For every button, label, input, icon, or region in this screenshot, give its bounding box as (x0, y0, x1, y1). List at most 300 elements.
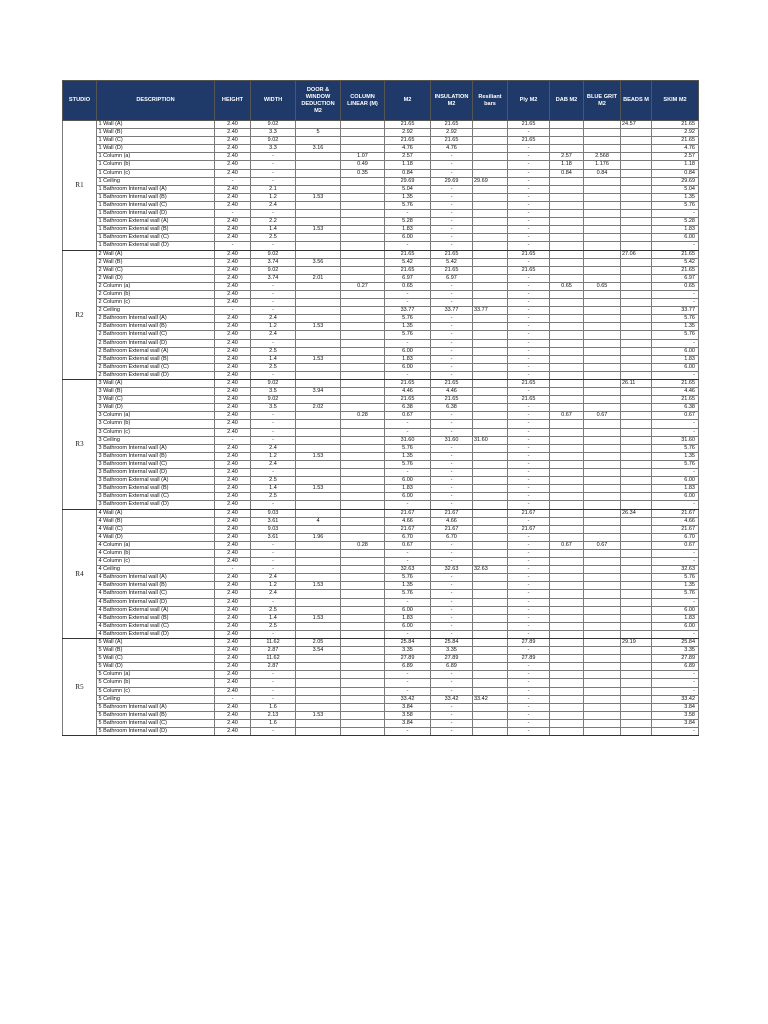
skim-cell: 25.84 (652, 639, 699, 647)
table-row (63, 323, 699, 331)
door-window-deduction-cell (296, 250, 341, 258)
width-cell: - (251, 728, 296, 736)
m2-cell: 5.76 (385, 590, 431, 598)
description-cell: 1 Bathroom External wall (D) (97, 242, 215, 250)
width-cell: - (251, 566, 296, 574)
insulation-cell: - (431, 574, 473, 582)
column-linear-cell (341, 695, 385, 703)
dab-cell (550, 533, 584, 541)
dab-cell (550, 420, 584, 428)
beads-cell (621, 655, 652, 663)
door-window-deduction-cell: 1.53 (296, 452, 341, 460)
description-cell: 3 Column (a) (97, 412, 215, 420)
blue-grit-cell (584, 711, 621, 719)
studio-cell: R5 (63, 639, 97, 736)
ply-cell: - (508, 428, 550, 436)
blue-grit-cell (584, 501, 621, 509)
blue-grit-cell (584, 177, 621, 185)
skim-cell: - (652, 428, 699, 436)
height-cell: 2.40 (215, 290, 251, 298)
description-cell: 4 Column (a) (97, 541, 215, 549)
width-cell: - (251, 630, 296, 638)
description-cell: 5 Bathroom Internal wall (B) (97, 711, 215, 719)
column-linear-cell (341, 606, 385, 614)
skim-cell: 1.35 (652, 452, 699, 460)
m2-cell: 0.67 (385, 412, 431, 420)
insulation-cell: - (431, 590, 473, 598)
skim-cell: - (652, 371, 699, 379)
door-window-deduction-cell (296, 719, 341, 727)
dab-cell (550, 210, 584, 218)
m2-cell: 5.76 (385, 460, 431, 468)
beads-cell (621, 234, 652, 242)
dab-cell (550, 477, 584, 485)
blue-grit-cell (584, 226, 621, 234)
description-cell: 2 Column (a) (97, 282, 215, 290)
skim-cell: - (652, 290, 699, 298)
skim-cell: 5.04 (652, 185, 699, 193)
resilient-bars-cell (473, 137, 508, 145)
width-cell: 1.6 (251, 719, 296, 727)
description-cell: 2 Column (c) (97, 299, 215, 307)
column-linear-cell (341, 549, 385, 557)
column-linear-cell (341, 719, 385, 727)
height-cell: 2.40 (215, 655, 251, 663)
skim-cell: 1.35 (652, 193, 699, 201)
door-window-deduction-cell: 1.53 (296, 193, 341, 201)
height-cell: 2.40 (215, 282, 251, 290)
width-cell: 1.4 (251, 485, 296, 493)
studio-cell: R4 (63, 509, 97, 639)
header-dab: DAB M2 (550, 81, 584, 121)
ply-cell: - (508, 493, 550, 501)
insulation-cell: - (431, 347, 473, 355)
height-cell: 2.40 (215, 258, 251, 266)
ply-cell: - (508, 679, 550, 687)
m2-cell: 33.77 (385, 307, 431, 315)
m2-cell: 3.58 (385, 711, 431, 719)
door-window-deduction-cell (296, 630, 341, 638)
ply-cell: - (508, 614, 550, 622)
blue-grit-cell (584, 517, 621, 525)
blue-grit-cell (584, 380, 621, 388)
width-cell: 2.87 (251, 647, 296, 655)
m2-cell: 6.70 (385, 533, 431, 541)
insulation-cell: 6.38 (431, 404, 473, 412)
insulation-cell: - (431, 339, 473, 347)
ply-cell: - (508, 339, 550, 347)
insulation-cell: 21.65 (431, 250, 473, 258)
beads-cell (621, 371, 652, 379)
m2-cell: 6.00 (385, 493, 431, 501)
description-cell: 3 Bathroom Internal wall (D) (97, 469, 215, 477)
height-cell: 2.40 (215, 218, 251, 226)
insulation-cell: - (431, 218, 473, 226)
door-window-deduction-cell (296, 242, 341, 250)
width-cell: 1.6 (251, 703, 296, 711)
m2-cell: 5.04 (385, 185, 431, 193)
ply-cell: - (508, 574, 550, 582)
insulation-cell: - (431, 428, 473, 436)
table-row (63, 647, 699, 655)
ply-cell: 27.89 (508, 639, 550, 647)
dab-cell (550, 622, 584, 630)
beads-cell (621, 396, 652, 404)
resilient-bars-cell (473, 711, 508, 719)
table-row (63, 274, 699, 282)
door-window-deduction-cell (296, 412, 341, 420)
skim-cell: 5.76 (652, 331, 699, 339)
skim-cell: - (652, 210, 699, 218)
door-window-deduction-cell: 1.53 (296, 614, 341, 622)
column-linear-cell (341, 436, 385, 444)
ply-cell: - (508, 533, 550, 541)
table-row (63, 371, 699, 379)
door-window-deduction-cell (296, 477, 341, 485)
skim-cell: - (652, 679, 699, 687)
beads-cell (621, 323, 652, 331)
description-cell: 3 Ceiling (97, 436, 215, 444)
column-linear-cell (341, 533, 385, 541)
ply-cell: - (508, 647, 550, 655)
width-cell: 3.3 (251, 145, 296, 153)
description-cell: 1 Wall (B) (97, 129, 215, 137)
beads-cell (621, 177, 652, 185)
ply-cell: 21.65 (508, 137, 550, 145)
beads-cell (621, 169, 652, 177)
ply-cell: - (508, 469, 550, 477)
beads-cell (621, 242, 652, 250)
resilient-bars-cell (473, 347, 508, 355)
skim-cell: 5.76 (652, 444, 699, 452)
beads-cell (621, 525, 652, 533)
door-window-deduction-cell: 1.53 (296, 226, 341, 234)
column-linear-cell (341, 388, 385, 396)
ply-cell: - (508, 371, 550, 379)
ply-cell: - (508, 695, 550, 703)
resilient-bars-cell (473, 663, 508, 671)
height-cell: - (215, 307, 251, 315)
insulation-cell: - (431, 226, 473, 234)
beads-cell (621, 388, 652, 396)
resilient-bars-cell (473, 234, 508, 242)
insulation-cell: - (431, 234, 473, 242)
beads-cell (621, 647, 652, 655)
height-cell: 2.40 (215, 145, 251, 153)
door-window-deduction-cell: 2.05 (296, 639, 341, 647)
beads-cell (621, 226, 652, 234)
table-row (63, 574, 699, 582)
width-cell: 3.3 (251, 129, 296, 137)
description-cell: 5 Column (a) (97, 671, 215, 679)
height-cell: 2.40 (215, 533, 251, 541)
column-linear-cell (341, 363, 385, 371)
width-cell: 1.2 (251, 452, 296, 460)
blue-grit-cell (584, 606, 621, 614)
insulation-cell: 31.60 (431, 436, 473, 444)
table-row (63, 436, 699, 444)
ply-cell: - (508, 145, 550, 153)
column-linear-cell (341, 477, 385, 485)
height-cell: 2.40 (215, 444, 251, 452)
resilient-bars-cell (473, 266, 508, 274)
dab-cell (550, 679, 584, 687)
width-cell: - (251, 428, 296, 436)
width-cell: 2.13 (251, 711, 296, 719)
dab-cell (550, 137, 584, 145)
table-row (63, 533, 699, 541)
dab-cell (550, 121, 584, 129)
resilient-bars-cell (473, 412, 508, 420)
width-cell: 3.5 (251, 388, 296, 396)
table-row (63, 485, 699, 493)
description-cell: 2 Bathroom Internal wall (D) (97, 339, 215, 347)
beads-cell (621, 201, 652, 209)
resilient-bars-cell: 29.69 (473, 177, 508, 185)
door-window-deduction-cell (296, 663, 341, 671)
insulation-cell: - (431, 719, 473, 727)
height-cell: 2.40 (215, 355, 251, 363)
blue-grit-cell (584, 307, 621, 315)
description-cell: 3 Bathroom External wall (D) (97, 501, 215, 509)
insulation-cell: - (431, 355, 473, 363)
dab-cell (550, 606, 584, 614)
resilient-bars-cell (473, 396, 508, 404)
blue-grit-cell (584, 436, 621, 444)
ply-cell: - (508, 420, 550, 428)
width-cell: 1.2 (251, 193, 296, 201)
column-linear-cell (341, 258, 385, 266)
resilient-bars-cell (473, 590, 508, 598)
m2-cell: - (385, 501, 431, 509)
insulation-cell: 4.46 (431, 388, 473, 396)
ply-cell: 21.67 (508, 509, 550, 517)
skim-cell: 6.00 (652, 622, 699, 630)
dab-cell (550, 501, 584, 509)
resilient-bars-cell (473, 622, 508, 630)
description-cell: 3 Wall (B) (97, 388, 215, 396)
ply-cell: - (508, 355, 550, 363)
resilient-bars-cell: 33.77 (473, 307, 508, 315)
skim-cell: 4.46 (652, 388, 699, 396)
header-blue-grit: BLUE GRIT M2 (584, 81, 621, 121)
m2-cell: 3.35 (385, 647, 431, 655)
m2-cell: - (385, 371, 431, 379)
table-row (63, 671, 699, 679)
column-linear-cell (341, 299, 385, 307)
m2-cell: 21.65 (385, 380, 431, 388)
column-linear-cell (341, 614, 385, 622)
m2-cell: - (385, 299, 431, 307)
column-linear-cell (341, 290, 385, 298)
header-ply: Ply M2 (508, 81, 550, 121)
beads-cell (621, 290, 652, 298)
blue-grit-cell: 0.67 (584, 412, 621, 420)
blue-grit-cell (584, 558, 621, 566)
resilient-bars-cell (473, 323, 508, 331)
insulation-cell: - (431, 153, 473, 161)
dab-cell (550, 250, 584, 258)
dab-cell (550, 728, 584, 736)
resilient-bars-cell (473, 380, 508, 388)
dab-cell (550, 355, 584, 363)
studio-cell: R1 (63, 121, 97, 251)
description-cell: 2 Wall (A) (97, 250, 215, 258)
beads-cell: 24.57 (621, 121, 652, 129)
dab-cell (550, 185, 584, 193)
description-cell: 1 Bathroom Internal wall (C) (97, 201, 215, 209)
column-linear-cell (341, 396, 385, 404)
skim-cell: 1.83 (652, 614, 699, 622)
width-cell: 9.03 (251, 525, 296, 533)
beads-cell (621, 606, 652, 614)
column-linear-cell (341, 266, 385, 274)
m2-cell: 1.35 (385, 452, 431, 460)
skim-cell: 1.83 (652, 226, 699, 234)
ply-cell: - (508, 161, 550, 169)
column-linear-cell (341, 315, 385, 323)
insulation-cell: 25.84 (431, 639, 473, 647)
header-skim: SKIM M2 (652, 81, 699, 121)
insulation-cell: 4.76 (431, 145, 473, 153)
header-height: HEIGHT (215, 81, 251, 121)
resilient-bars-cell (473, 185, 508, 193)
description-cell: 4 Bathroom Internal wall (A) (97, 574, 215, 582)
column-linear-cell (341, 711, 385, 719)
blue-grit-cell (584, 671, 621, 679)
width-cell: 9.02 (251, 396, 296, 404)
resilient-bars-cell (473, 218, 508, 226)
ply-cell: - (508, 582, 550, 590)
ply-cell: - (508, 307, 550, 315)
column-linear-cell (341, 355, 385, 363)
quantity-sheet (62, 80, 698, 736)
height-cell: 2.40 (215, 420, 251, 428)
table-row (63, 250, 699, 258)
width-cell: - (251, 169, 296, 177)
ply-cell: - (508, 258, 550, 266)
blue-grit-cell (584, 549, 621, 557)
width-cell: - (251, 549, 296, 557)
column-linear-cell: 0.27 (341, 282, 385, 290)
table-row (63, 630, 699, 638)
description-cell: 3 Wall (D) (97, 404, 215, 412)
door-window-deduction-cell (296, 339, 341, 347)
table-row (63, 218, 699, 226)
dab-cell (550, 590, 584, 598)
dab-cell (550, 436, 584, 444)
column-linear-cell (341, 469, 385, 477)
height-cell: 2.40 (215, 582, 251, 590)
door-window-deduction-cell (296, 574, 341, 582)
description-cell: 2 Wall (B) (97, 258, 215, 266)
beads-cell (621, 679, 652, 687)
header-insulation: INSULATION M2 (431, 81, 473, 121)
resilient-bars-cell (473, 388, 508, 396)
m2-cell: - (385, 290, 431, 298)
resilient-bars-cell (473, 558, 508, 566)
ply-cell: 21.65 (508, 380, 550, 388)
m2-cell: 21.65 (385, 121, 431, 129)
blue-grit-cell (584, 331, 621, 339)
m2-cell: 5.28 (385, 218, 431, 226)
header-m2: M2 (385, 81, 431, 121)
insulation-cell: - (431, 161, 473, 169)
skim-cell: 0.84 (652, 169, 699, 177)
width-cell: 1.4 (251, 355, 296, 363)
description-cell: 3 Bathroom External wall (A) (97, 477, 215, 485)
column-linear-cell: 1.07 (341, 153, 385, 161)
width-cell: - (251, 307, 296, 315)
beads-cell (621, 477, 652, 485)
beads-cell (621, 493, 652, 501)
description-cell: 1 Wall (D) (97, 145, 215, 153)
resilient-bars-cell (473, 250, 508, 258)
m2-cell: 2.92 (385, 129, 431, 137)
studio-cell: R3 (63, 380, 97, 510)
dab-cell (550, 558, 584, 566)
width-cell: 2.87 (251, 663, 296, 671)
dab-cell (550, 315, 584, 323)
dab-cell (550, 201, 584, 209)
beads-cell (621, 299, 652, 307)
resilient-bars-cell (473, 493, 508, 501)
skim-cell: 1.83 (652, 355, 699, 363)
description-cell: 4 Bathroom Internal wall (B) (97, 582, 215, 590)
width-cell: - (251, 671, 296, 679)
column-linear-cell (341, 582, 385, 590)
insulation-cell: - (431, 606, 473, 614)
beads-cell (621, 355, 652, 363)
column-linear-cell (341, 226, 385, 234)
column-linear-cell: 0.28 (341, 412, 385, 420)
beads-cell: 26.11 (621, 380, 652, 388)
beads-cell (621, 258, 652, 266)
skim-cell: 6.00 (652, 606, 699, 614)
beads-cell (621, 129, 652, 137)
description-cell: 4 Bathroom External wall (B) (97, 614, 215, 622)
column-linear-cell (341, 663, 385, 671)
table-row (63, 282, 699, 290)
table-body (63, 121, 699, 736)
door-window-deduction-cell: 1.53 (296, 323, 341, 331)
insulation-cell: - (431, 558, 473, 566)
beads-cell (621, 347, 652, 355)
resilient-bars-cell: 32.63 (473, 566, 508, 574)
description-cell: 5 Wall (B) (97, 647, 215, 655)
door-window-deduction-cell (296, 444, 341, 452)
table-row (63, 266, 699, 274)
beads-cell (621, 444, 652, 452)
height-cell: 2.40 (215, 129, 251, 137)
description-cell: 1 Column (a) (97, 153, 215, 161)
height-cell: - (215, 695, 251, 703)
dab-cell (550, 469, 584, 477)
insulation-cell: 3.35 (431, 647, 473, 655)
m2-cell: - (385, 728, 431, 736)
table-row (63, 193, 699, 201)
description-cell: 3 Bathroom Internal wall (A) (97, 444, 215, 452)
skim-cell: - (652, 242, 699, 250)
door-window-deduction-cell (296, 153, 341, 161)
column-linear-cell (341, 129, 385, 137)
column-linear-cell (341, 193, 385, 201)
blue-grit-cell (584, 234, 621, 242)
door-window-deduction-cell: 3.54 (296, 647, 341, 655)
height-cell: 2.40 (215, 250, 251, 258)
door-window-deduction-cell: 3.56 (296, 258, 341, 266)
studio-cell: R2 (63, 250, 97, 380)
